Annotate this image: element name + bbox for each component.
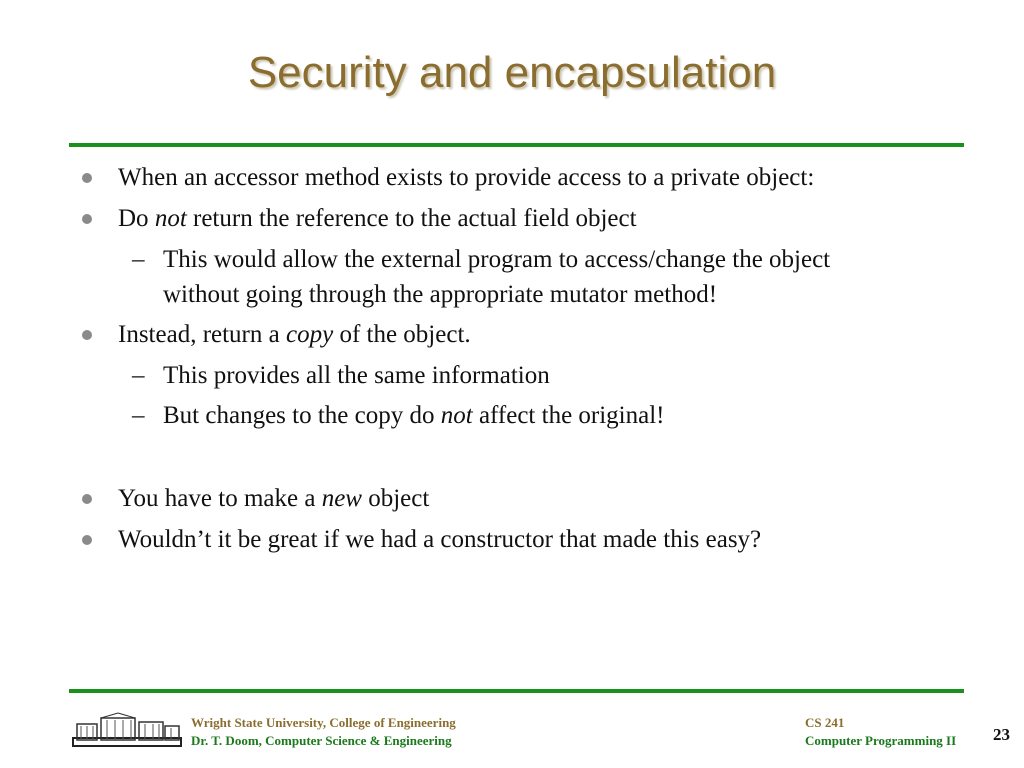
text-run: You have to make a <box>118 485 322 512</box>
bullet-dot <box>82 330 92 340</box>
emphasis-text: new <box>321 485 362 512</box>
text-run: of the object. <box>333 321 471 348</box>
page-number: 23 <box>993 725 1010 744</box>
text-run: Instead, return a <box>118 321 286 348</box>
emphasis-text: copy <box>285 321 334 348</box>
text-run: object <box>361 485 430 512</box>
bullet-text: Wouldn’t it be great if we had a constructor that made this easy? <box>118 526 762 553</box>
footer-institution: Wright State University, College of Engineering <box>191 715 456 730</box>
text-run: Do <box>118 205 155 232</box>
sub-bullet-text: This would allow the external program to access/change the object <box>163 246 831 273</box>
text-run: affect the original! <box>472 402 665 429</box>
university-building-logo <box>71 712 183 752</box>
bullet-text <box>118 484 429 514</box>
slide-title: Security and encapsulation <box>247 48 777 97</box>
bullet-text: When an accessor method exists to provide access to a private object: <box>118 164 815 191</box>
bullet-dot <box>82 494 92 504</box>
emphasis-text: not <box>440 402 473 429</box>
bullet-dot <box>82 535 92 545</box>
footer-divider <box>69 689 964 693</box>
sub-bullet-text-continued: without going through the appropriate mutator method! <box>163 281 718 308</box>
footer-author: Dr. T. Doom, Computer Science & Engineering <box>191 733 452 748</box>
bullet-text <box>118 204 637 234</box>
text-run: return the reference to the actual field object <box>186 205 637 232</box>
sub-bullet-dash: – <box>132 362 145 389</box>
bullet-text <box>118 320 471 350</box>
bullet-dot <box>82 173 92 183</box>
bullet-dot <box>82 214 92 224</box>
sub-bullet-text: This provides all the same information <box>163 362 550 389</box>
emphasis-text: not <box>154 205 187 232</box>
footer-course-name: Computer Programming II <box>805 733 957 748</box>
sub-bullet-dash: – <box>132 246 145 273</box>
sub-bullet-dash: – <box>132 402 145 429</box>
footer-course-code: CS 241 <box>805 715 845 730</box>
text-run: But changes to the copy do <box>163 402 441 429</box>
sub-bullet-text <box>163 401 665 431</box>
title-divider <box>69 143 964 147</box>
